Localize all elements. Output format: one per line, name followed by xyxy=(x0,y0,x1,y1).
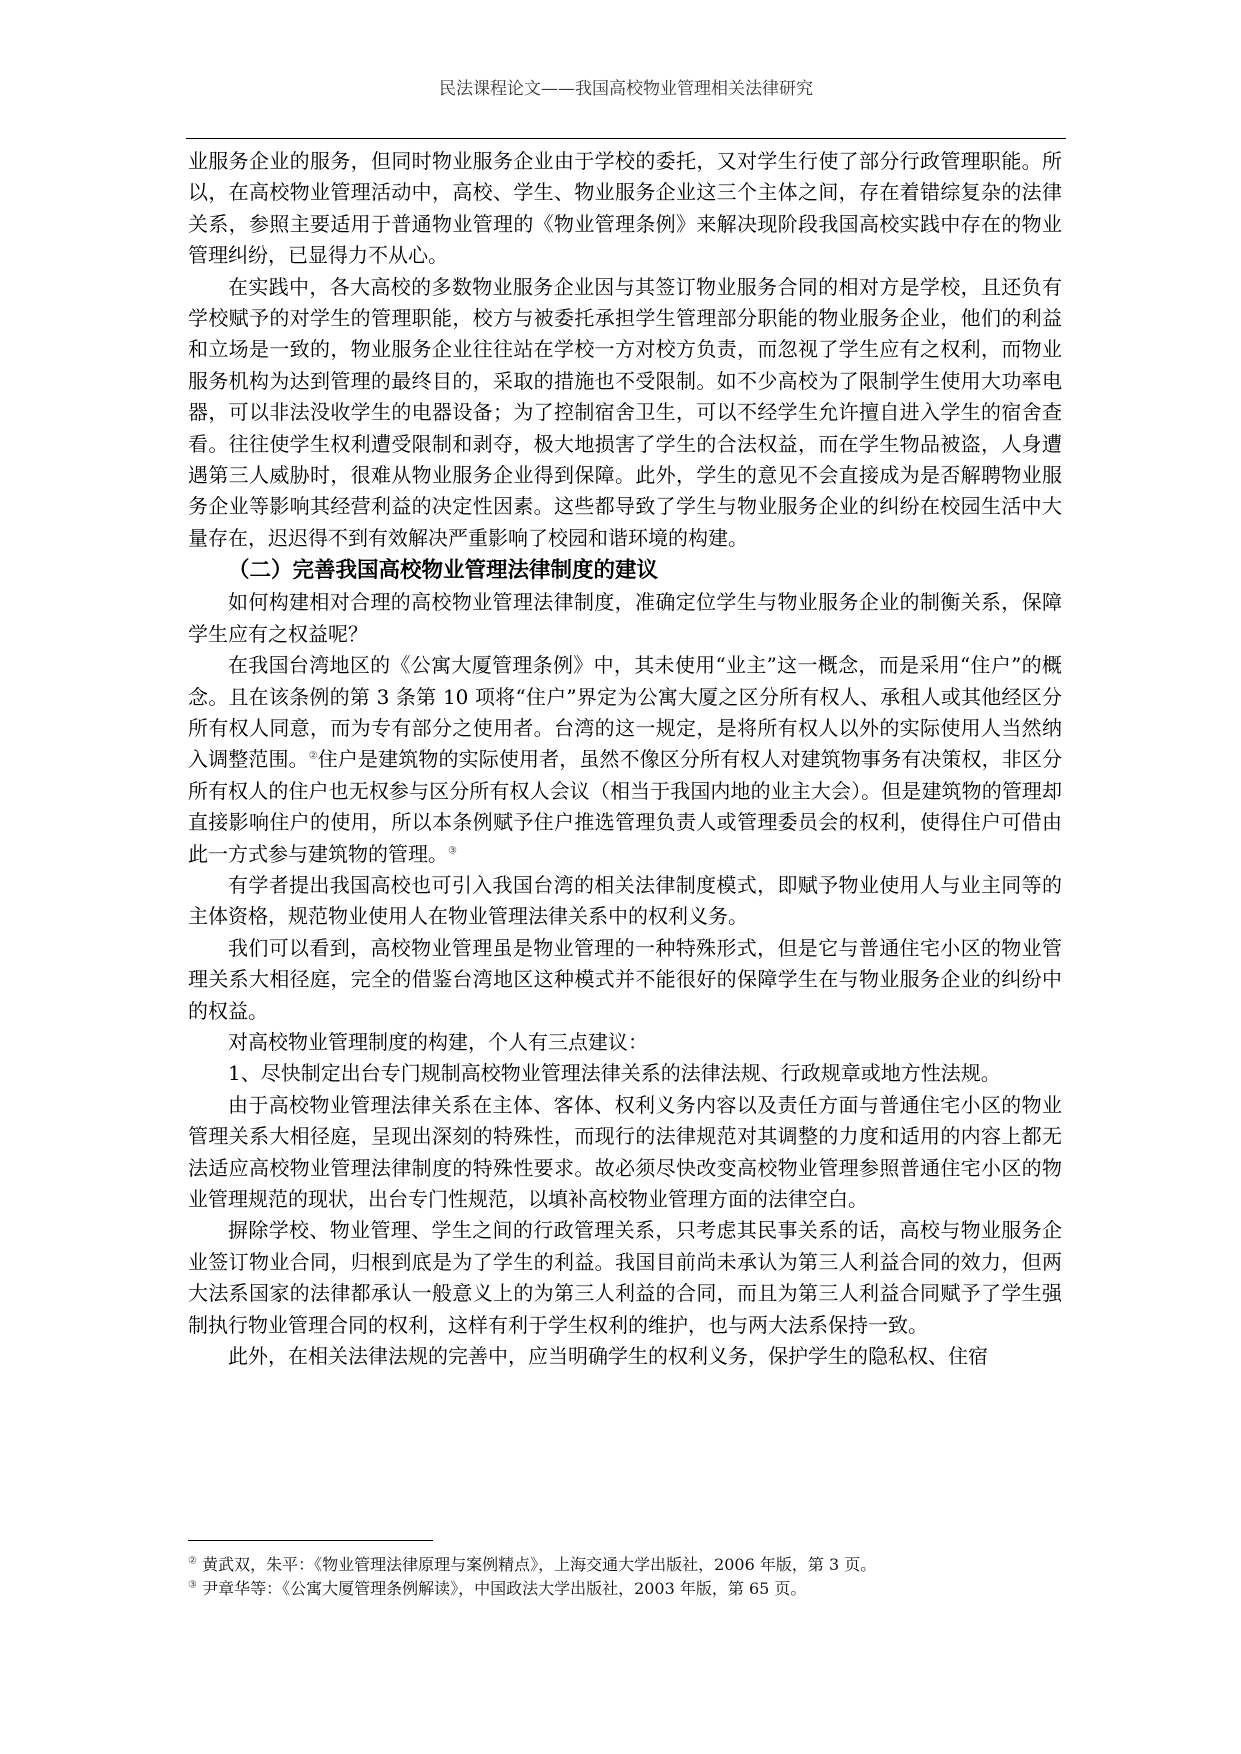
paragraph-5: 有学者提出我国高校也可引入我国台湾的相关法律制度模式，即赋予物业使用人与业主同等的主体资格，规范物业使用人在物业管理法律关系中的权利义务。 xyxy=(188,872,1062,929)
footnote-2 xyxy=(188,1553,1062,1577)
footnote-divider xyxy=(188,1540,433,1541)
document-body xyxy=(188,146,1062,1372)
footnote-3 xyxy=(188,1577,1062,1601)
page-header xyxy=(186,74,1066,99)
footnote-ref-2[interactable]: ② xyxy=(308,750,318,762)
section-heading: （二）完善我国高校物业管理法律制度的建议 xyxy=(228,558,659,584)
paragraph-6: 我们可以看到，高校物业管理虽是物业管理的一种特殊形式，但是它与普通住宅小区的物业管理关系大相径庭，完全的借鉴台湾地区这种模式并不能很好的保障学生在与物业服务企业的纠纷中的权益。 xyxy=(188,935,1062,1023)
paragraph-7: 对高校物业管理制度的构建，个人有三点建议： xyxy=(228,1029,648,1054)
paragraph-1: 业服务企业的服务，但同时物业服务企业由于学校的委托，又对学生行使了部分行政管理职能。所以，在高校物业管理活动中，高校、学生、物业服务企业这三个主体之间，存在着错综复杂的法律关系，参照主要适用于普通物业管理的《物业管理条例》来解决现阶段我国高校实践中存在的物业管理纠纷，已显得力不从心。 xyxy=(188,149,1062,268)
paragraph-10: 摒除学校、物业管理、学生之间的行政管理关系，只考虑其民事关系的话，高校与物业服务企业签订物业合同，归根到底是为了学生的利益。我国目前尚未承认为第三人利益合同的效力，但两大法系国家的法律都承认一般意义上的为第三人利益的合同，而且为第三人利益合同赋予了学生强制执行物业管理合同的权利，这样有利于学生权利的维护，也与两大法系保持一致。 xyxy=(188,1218,1062,1337)
footnote-mark: ③ xyxy=(188,1579,197,1591)
header-title: 民法课程论文——我国高校物业管理相关法律研究 xyxy=(439,79,813,99)
paragraph-2: 在实践中，各大高校的多数物业服务企业因与其签订物业服务合同的相对方是学校，且还负有学校赋予的对学生的管理职能，校方与被委托承担学生管理部分职能的物业服务企业，他们的利益和立场是一致的，物业服务企业往往站在学校一方对校方负责，而忽视了学生应有之权利，而物业服务机构为达到管理的最终目的，采取的措施也不受限制。如不少高校为了限制学生使用大功率电器，可以非法没收学生的电器设备；为了控制宿舍卫生，可以不经学生允许擅自进入学生的宿舍查看。往往使学生权利遭受限制和剥夺，极大地损害了学生的合法权益，而在学生物品被盗，人身遭遇第三人威胁时，很难从物业服务企业得到保障。此外，学生的意见不会直接成为是否解聘物业服务企业等影响其经营利益的决定性因素。这些都导致了学生与物业服务企业的纠纷在校园生活中大量存在，迟迟得不到有效解决严重影响了校园和谐环境的构建。 xyxy=(188,274,1062,550)
paragraph-8: 1、尽快制定出台专门规制高校物业管理法律关系的法律法规、行政规章或地方性法规。 xyxy=(228,1061,1001,1086)
footnote-mark: ② xyxy=(188,1555,197,1567)
paragraph-4-part-b: 住户是建筑物的实际使用者，虽然不像区分所有权人对建筑物事务有决策权，非区分所有权人的住户也无权参与区分所有权人会议（相当于我国内地的业主大会）。但是建筑物的管理却直接影响住户的使用，所以本条例赋予住户推选管理负责人或管理委员会的权利，使得住户可借由此一方式参与建筑物的管理。 xyxy=(188,747,1063,866)
paragraph-3: 如何构建相对合理的高校物业管理法律制度，准确定位学生与物业服务企业的制衡关系，保障学生应有之权益呢？ xyxy=(188,590,1062,646)
paragraph-11: 此外，在相关法律法规的完善中，应当明确学生的权利义务，保护学生的隐私权、住宿 xyxy=(228,1344,988,1369)
footnote-text: 黄武双，朱平：《物业管理法律原理与案例精点》，上海交通大学出版社，2006 年版，第 3 页。 xyxy=(202,1555,877,1574)
paragraph-9: 由于高校物业管理法律关系在主体、客体、权利义务内容以及责任方面与普通住宅小区的物业管理关系大相径庭，呈现出深刻的特殊性，而现行的法律规范对其调整的力度和适用的内容上都无法适应高校物业管理法律制度的特殊性要求。故必须尽快改变高校物业管理参照普通住宅小区的物业管理规范的现状，出台专门性规范，以填补高校物业管理方面的法律空白。 xyxy=(188,1092,1062,1211)
header-divider xyxy=(186,138,1066,139)
footnote-ref-3[interactable]: ③ xyxy=(448,844,457,856)
paragraph-4-part-a: 在我国台湾地区的《公寓大厦管理条例》中，其未使用“业主”这一概念，而是采用“住户”的概念。且在该条例的第 3 条第 10 项将“住户”界定为公寓大厦之区分所有权人、承租人或其他经区分所有权人同意，而为专有部分之使用者。台湾的这一规定，是将所有权人以外的实际使用人当然纳入调整范围。 xyxy=(188,653,1062,772)
footnote-text: 尹章华等：《公寓大厦管理条例解读》，中国政法大学出版社，2003 年版，第 65 页。 xyxy=(202,1579,807,1598)
footnotes xyxy=(188,1553,1062,1601)
paragraph-4 xyxy=(188,650,1062,870)
